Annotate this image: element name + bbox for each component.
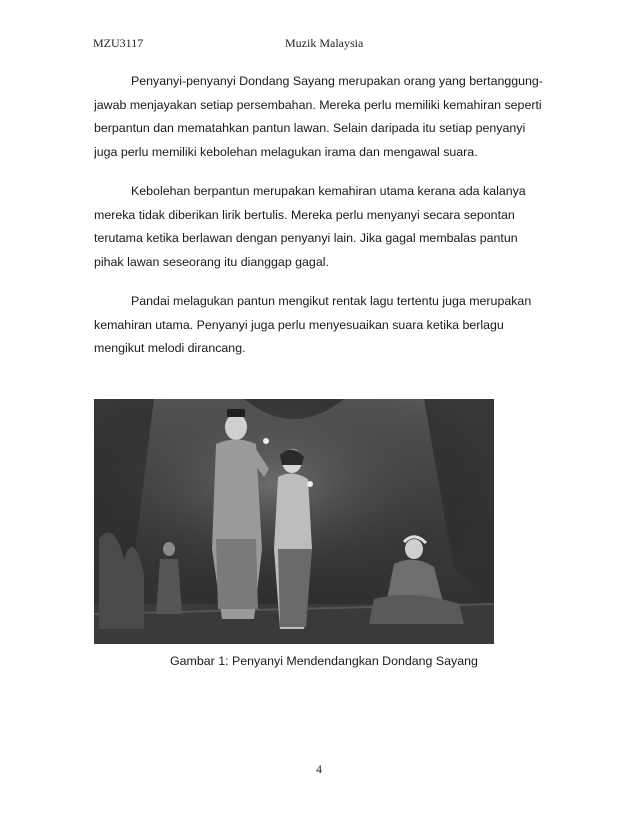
photo-illustration bbox=[94, 399, 494, 644]
figure-caption: Gambar 1: Penyanyi Mendendangkan Dondang Sayang bbox=[170, 654, 478, 668]
paragraph-line: Pandai melagukan pantun mengikut rentak lagu tertentu juga merupakan bbox=[131, 294, 532, 308]
paragraph-line: Penyanyi-penyanyi Dondang Sayang merupakan orang yang bertanggung- bbox=[131, 74, 543, 88]
paragraph-line: pihak lawan seseorang itu dianggap gagal. bbox=[94, 254, 329, 269]
paragraph-line: kemahiran utama. Penyanyi juga perlu menyesuaikan suara ketika berlagu bbox=[94, 317, 504, 332]
paragraph-line: mengikut melodi dirancang. bbox=[94, 341, 246, 355]
page-number: 4 bbox=[316, 762, 322, 776]
paragraph-2 bbox=[94, 180, 566, 274]
paragraph-line: juga perlu memiliki kebolehan melagukan irama dan mengawal suara. bbox=[94, 144, 478, 159]
performance-photo bbox=[94, 399, 494, 644]
paragraph-line: berpantun dan mematahkan pantun lawan. Selain daripada itu setiap penyanyi bbox=[94, 121, 526, 135]
paragraph-line: jawab menjayakan setiap persembahan. Mereka perlu memiliki kemahiran seperti bbox=[94, 97, 542, 112]
header-course-code: MZU3117 bbox=[93, 36, 144, 50]
paragraph-line: mereka tidak diberikan lirik bertulis. Mereka perlu menyanyi secara sepontan bbox=[94, 207, 515, 222]
paragraph-1 bbox=[94, 70, 566, 164]
paragraph-line: Kebolehan berpantun merupakan kemahiran utama kerana ada kalanya bbox=[131, 184, 526, 198]
paragraph-3 bbox=[94, 290, 566, 361]
paragraph-line: terutama ketika berlawan dengan penyanyi lain. Jika gagal membalas pantun bbox=[94, 231, 518, 245]
header-title: Muzik Malaysia bbox=[285, 36, 364, 50]
